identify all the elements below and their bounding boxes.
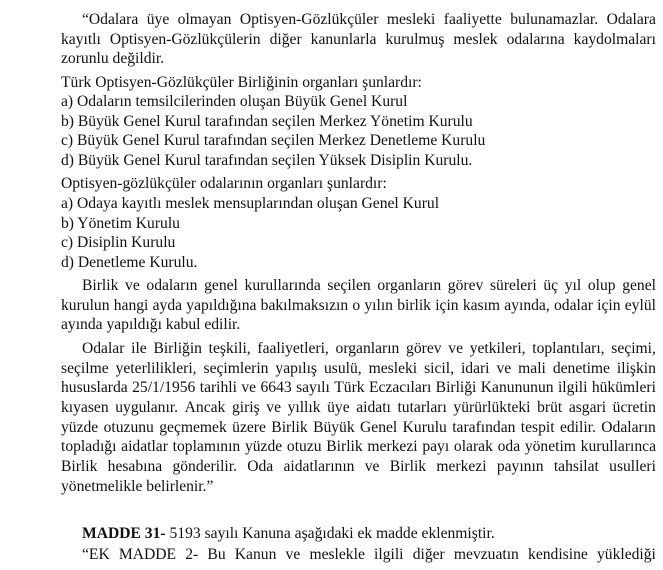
text-line-22: topladığı aidatlar toplamının yüzde otuzu Birlik merkezi payı olarak oda yönetim kurullarınca (61, 438, 656, 455)
text-line-14: Birlik ve odaların genel kurullarında seçilen organların görev süreleri üç yıl olup genel (82, 277, 656, 294)
text-line-20: kıyasen uygulanır. Ancak giriş ve yıllık üye aidatı tutarları yürürlükteki brüt asgari ücretin (61, 399, 656, 416)
text-line-9: Optisyen-gözlükçüler odalarının organları şunlardır: (61, 175, 387, 192)
list-item-d: d) Büyük Genel Kurul tarafından seçilen Yüksek Disiplin Kurulu. (61, 152, 473, 169)
text-line-24: yönetmelikle belirlenir.” (61, 478, 214, 495)
text-line-4: Türk Optisyen-Gözlükçüler Birliğinin organları şunlardır: (61, 74, 422, 91)
text-line-19: hususlarda 25/1/1956 tarihli ve 6643 sayılı Türk Eczacıları Birliği Kanununun ilgili hükümleri (61, 379, 656, 396)
text-line-21: yüzde otuzunu geçmemek üzere Birlik Büyük Genel Kurulu tarafından tespit edilir. Odaların (61, 419, 656, 436)
text-line-2: kayıtlı Optisyen-Gözlükçülerin diğer kanunlarla kurulmuş meslek odalarına kaydolmaları (61, 31, 656, 48)
list-item-b2: b) Yönetim Kurulu (61, 215, 180, 232)
article-text: 5193 sayılı Kanuna aşağıdaki ek madde eklenmiştir. (165, 525, 495, 542)
article-heading: MADDE 31- (82, 525, 166, 542)
list-item-a: a) Odaların temsilcilerinden oluşan Büyük Genel Kurul (61, 93, 408, 110)
text-line-23: Birlik hesabına gönderilir. Oda aidatlarının ve Birlik merkezi payının tahsilat usulleri (61, 458, 656, 475)
ek-madde-line: “EK MADDE 2- Bu Kanun ve meslekle ilgili diğer mevzuatın kendisine yüklediği (82, 546, 656, 563)
text-line-15: kurulun hangi ayda yapıldığına bakılmaksızın o yılın birlik için kasım ayında, odalar için eylül (61, 297, 656, 314)
text-line-16: ayında yapıldığı kabul edilir. (61, 316, 241, 333)
list-item-a2: a) Odaya kayıtlı meslek mensuplarından oluşan Genel Kurul (61, 195, 440, 212)
text-line-1: “Odalara üye olmayan Optisyen-Gözlükçüler mesleki faaliyette bulunamazlar. Odalara (82, 11, 656, 28)
list-item-c: c) Büyük Genel Kurul tarafından seçilen Merkez Denetleme Kurulu (61, 132, 486, 149)
article-line (82, 524, 495, 543)
text-line-3: zorunlu değildir. (61, 50, 165, 67)
text-line-17: Odalar ile Birliğin teşkili, faaliyetleri, organların görev ve yetkileri, toplantıları, seçimi, (82, 340, 656, 357)
list-item-d2: d) Denetleme Kurulu. (61, 254, 198, 271)
text-line-18: seçilme yeterlilikleri, seçimlerin yapılış usulü, mesleki sicil, idari ve mali denetime ilişkin (61, 360, 656, 377)
list-item-c2: c) Disiplin Kurulu (61, 234, 176, 251)
list-item-b: b) Büyük Genel Kurul tarafından seçilen Merkez Yönetim Kurulu (61, 113, 473, 130)
